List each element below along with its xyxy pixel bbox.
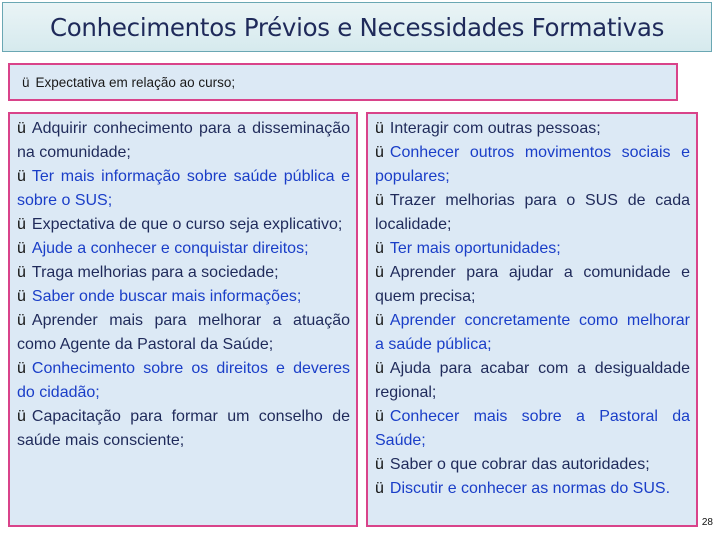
page-number: 28 xyxy=(701,517,713,528)
list-item xyxy=(17,165,350,213)
list-item-text: Conhecer outros movimentos sociais e populares; xyxy=(375,144,690,185)
checkmark-icon: ü xyxy=(375,192,384,209)
list-item-text: Expectativa de que o curso seja explicativo; xyxy=(31,216,343,233)
list-item-text: Discutir e conhecer as normas do SUS. xyxy=(389,480,671,497)
list-item-text: Ter mais informação sobre saúde pública e sobre o SUS; xyxy=(17,168,350,209)
list-item-text: Ajude a conhecer e conquistar direitos; xyxy=(31,240,309,257)
checkmark-icon: ü xyxy=(17,216,26,233)
list-item-text: Saber o que cobrar das autoridades; xyxy=(389,456,650,473)
checkmark-icon: ü xyxy=(375,240,384,257)
page-title: Conhecimentos Prévios e Necessidades Formativas xyxy=(49,12,665,42)
checkmark-icon: ü xyxy=(17,240,26,257)
checkmark-icon: ü xyxy=(375,144,384,161)
title-banner xyxy=(2,2,712,52)
list-item-text: Ajuda para acabar com a desigualdade regional; xyxy=(375,360,690,401)
checkmark-icon: ü xyxy=(17,360,26,377)
list-item xyxy=(17,117,350,165)
checkmark-icon: ü xyxy=(17,288,26,305)
list-item-text: Aprender para ajudar a comunidade e quem precisa; xyxy=(375,264,690,305)
list-item xyxy=(375,357,690,405)
checkmark-icon: ü xyxy=(375,264,384,281)
list-item xyxy=(375,237,690,261)
list-item-text: Traga melhorias para a sociedade; xyxy=(31,264,279,281)
list-item-text: Adquirir conhecimento para a disseminação na comunidade; xyxy=(17,120,350,161)
checkmark-icon: ü xyxy=(17,408,26,425)
checkmark-icon: ü xyxy=(375,456,384,473)
list-item-text: Trazer melhorias para o SUS de cada localidade; xyxy=(375,192,690,233)
list-item xyxy=(17,405,350,453)
list-item xyxy=(375,477,690,501)
list-item xyxy=(17,357,350,405)
list-item xyxy=(17,213,350,237)
checkmark-icon: ü xyxy=(17,168,26,185)
list-item xyxy=(375,309,690,357)
subtitle-text: Expectativa em relação ao curso; xyxy=(35,74,236,90)
checkmark-icon: ü xyxy=(375,480,384,497)
list-item-text: Conhecimento sobre os direitos e deveres do cidadão; xyxy=(17,360,350,401)
list-item xyxy=(375,453,690,477)
list-item-text: Saber onde buscar mais informações; xyxy=(31,288,302,305)
checkmark-icon: ü xyxy=(17,120,26,137)
list-item xyxy=(17,309,350,357)
list-item-text: Interagir com outras pessoas; xyxy=(389,120,601,137)
list-item-text: Capacitação para formar um conselho de saúde mais consciente; xyxy=(17,408,350,449)
list-item xyxy=(375,189,690,237)
list-item xyxy=(375,141,690,189)
list-item-text: Aprender concretamente como melhorar a saúde pública; xyxy=(375,312,690,353)
list-item xyxy=(375,405,690,453)
checkmark-icon: ü xyxy=(375,360,384,377)
checkmark-icon: ü xyxy=(375,312,384,329)
list-item xyxy=(375,261,690,309)
checkmark-icon: ü xyxy=(22,74,30,90)
checkmark-icon: ü xyxy=(375,120,384,137)
list-item-text: Conhecer mais sobre a Pastoral da Saúde; xyxy=(375,408,690,449)
list-item xyxy=(375,117,690,141)
list-item-text: Aprender mais para melhorar a atuação como Agente da Pastoral da Saúde; xyxy=(17,312,350,353)
checkmark-icon: ü xyxy=(17,264,26,281)
list-item-text: Ter mais oportunidades; xyxy=(389,240,561,257)
list-item xyxy=(17,237,350,261)
checkmark-icon: ü xyxy=(375,408,384,425)
checkmark-icon: ü xyxy=(17,312,26,329)
list-item xyxy=(17,285,350,309)
list-item xyxy=(17,261,350,285)
subtitle-panel xyxy=(8,63,678,101)
left-list-panel xyxy=(8,112,358,527)
right-list-panel xyxy=(366,112,698,527)
